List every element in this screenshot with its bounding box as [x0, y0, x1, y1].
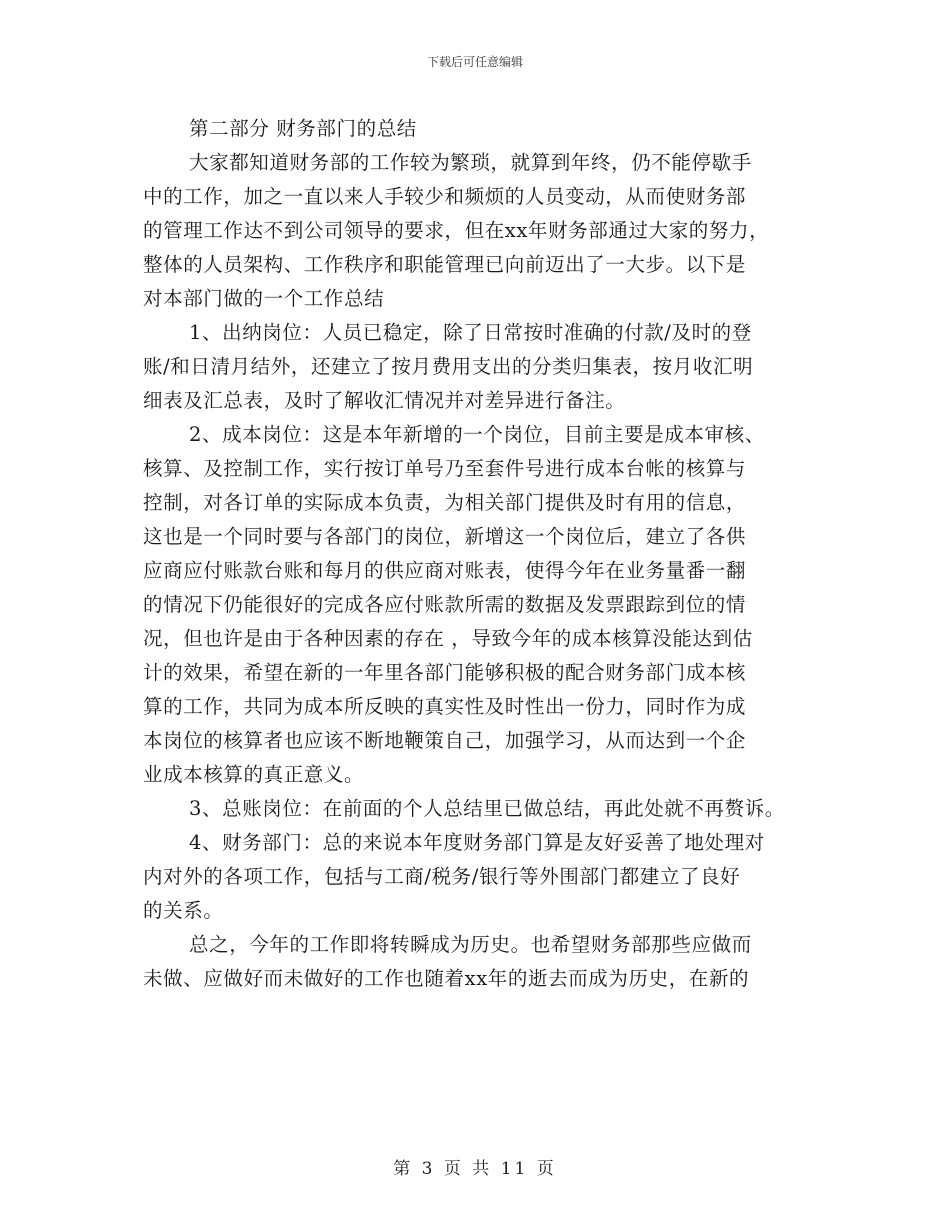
paragraph-line: 账/和日清月结外，还建立了按月费用支出的分类归集表，按月收汇明: [143, 355, 754, 378]
section-title: 第二部分 财务部门的总结: [189, 117, 417, 140]
paragraph-line: 内对外的各项工作，包括与工商/税务/银行等外围部门都建立了良好: [143, 865, 741, 888]
paragraph-line: 计的效果，希望在新的一年里各部门能够积极的配合财务部门成本核: [143, 661, 747, 684]
paragraph-line: 未做、应做好而未做好的工作也随着xx年的逝去而成为历史，在新的: [143, 967, 750, 990]
page-number-footer: 第 3 页 共 11 页: [393, 1159, 557, 1179]
paragraph-line: 这也是一个同时要与各部门的岗位，新增这一个岗位后，建立了各供: [143, 525, 747, 548]
paragraph-line: 中的工作，加之一直以来人手较少和频烦的人员变动，从而使财务部: [143, 185, 747, 208]
paragraph-line: 对本部门做的一个工作总结: [143, 287, 385, 310]
paragraph-line: 控制，对各订单的实际成本负责，为相关部门提供及时有用的信息，: [143, 491, 747, 514]
paragraph-line: 3、总账岗位：在前面的个人总结里已做总结，再此处就不再赘诉。: [189, 797, 785, 820]
document-body: [143, 112, 813, 996]
paragraph-line: 业成本核算的真正意义。: [143, 763, 365, 786]
page-header-note: 下载后可任意编辑: [426, 55, 523, 69]
paragraph-line: 的关系。: [143, 899, 224, 922]
paragraph-line: 总之，今年的工作即将转瞬成为历史。也希望财务部那些应做而: [189, 933, 752, 956]
paragraph-line: 整体的人员架构、工作秩序和职能管理已向前迈出了一大步。以下是: [143, 253, 747, 276]
paragraph-line: 细表及汇总表，及时了解收汇情况并对差异进行备注。: [143, 389, 626, 412]
paragraph-line: 本岗位的核算者也应该不断地鞭策自己，加强学习，从而达到一个企: [143, 729, 747, 752]
paragraph-line: 2、成本岗位：这是本年新增的一个岗位，目前主要是成本审核、: [189, 423, 765, 446]
paragraph-line: 的情况下仍能很好的完成各应付账款所需的数据及发票跟踪到位的情: [143, 593, 747, 616]
paragraph-line: 算的工作，共同为成本所反映的真实性及时性出一份力，同时作为成: [143, 695, 747, 718]
paragraph-line: 应商应付账款台账和每月的供应商对账表，使得今年在业务量番一翻: [143, 559, 747, 582]
paragraph-line: 4、财务部门：总的来说本年度财务部门算是友好妥善了地处理对: [189, 831, 765, 854]
paragraph-line: 大家都知道财务部的工作较为繁琐，就算到年终，仍不能停歇手: [189, 151, 752, 174]
paragraph-line: 况，但也许是由于各种因素的存在 ，导致今年的成本核算没能达到估: [143, 627, 753, 650]
paragraph-line: 的管理工作达不到公司领导的要求，但在xx年财务部通过大家的努力，: [143, 219, 770, 242]
paragraph-line: 1、出纳岗位：人员已稳定，除了日常按时准确的付款/及时的登: [189, 321, 752, 344]
paragraph-line: 核算、及控制工作，实行按订单号乃至套件号进行成本台帐的核算与: [143, 457, 747, 480]
